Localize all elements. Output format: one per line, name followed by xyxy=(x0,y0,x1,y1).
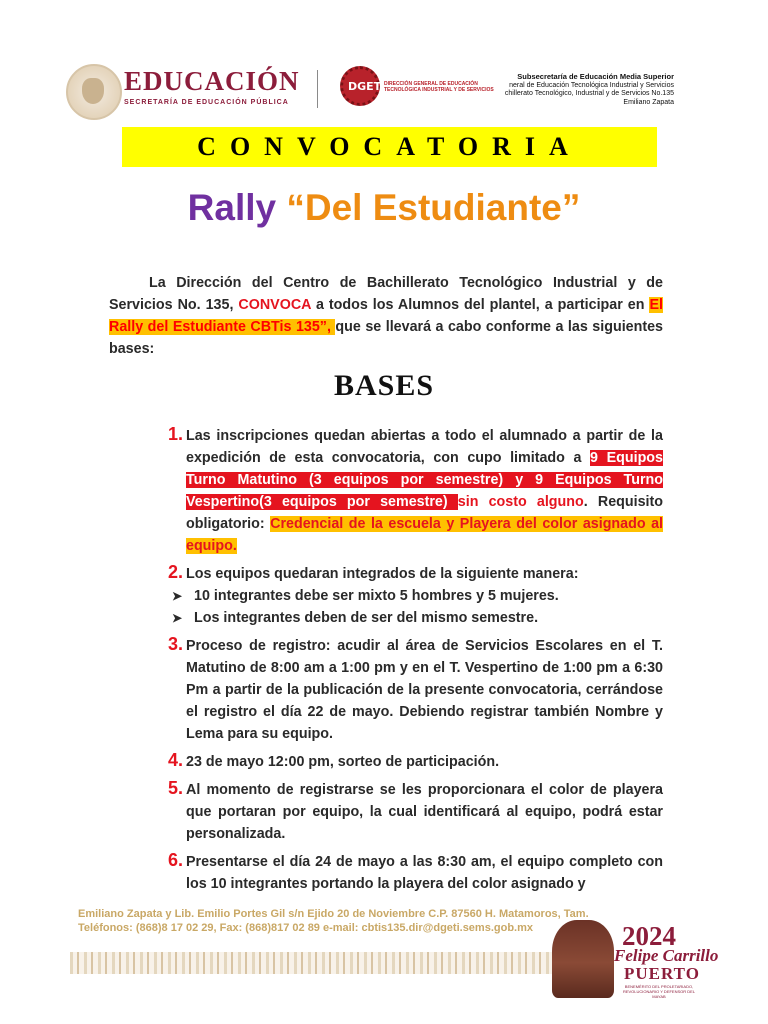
footer-ornament xyxy=(70,952,560,974)
dgeti-logo-text: DGETI xyxy=(348,80,386,93)
arrow-bullet-icon: ➤ xyxy=(172,611,183,625)
commemorative-caption: BENEMÉRITO DEL PROLETARIADO, REVOLUCIONARIO Y DEFENSOR DEL MAYAB xyxy=(622,984,696,999)
item-number: 1. xyxy=(168,424,184,444)
institution-line: Subsecretaría de Educación Media Superior xyxy=(517,72,674,81)
header-divider xyxy=(317,70,318,108)
arrow-bullet-icon: ➤ xyxy=(172,589,183,603)
intro-highlight: El Rally del Estudiante CBTis 135”, xyxy=(109,297,663,335)
item-text: Proceso de registro: acudir al área de Servicios Escolares en el T. Matutino de 8:00 am a 1:00 pm y en el T. Vespertino de 1:00 pm a 6:30 Pm a partir de la publicación de la presente convocatoria, cerrándose el registro el día 22 de mayo. Debiendo registrar también Nombre y Lema para su equipo. xyxy=(186,638,663,742)
list-item xyxy=(168,751,663,773)
item-text: 23 de mayo 12:00 pm, sorteo de participación. xyxy=(186,754,500,770)
intro-text: que se llevará a cabo conforme a las siguientes bases: xyxy=(109,319,664,357)
institution-block xyxy=(505,73,674,107)
intro-text: La Dirección del Centro de Bachillerato Tecnológico Industrial y de Servicios No. 135, xyxy=(109,275,663,313)
item-number: 4. xyxy=(168,750,184,770)
sub-list-item xyxy=(164,607,663,629)
footer-address xyxy=(78,907,589,935)
institution-line: Emiliano Zapata xyxy=(623,98,674,106)
sub-item-text: 10 integrantes debe ser mixto 5 hombres y 5 mujeres. xyxy=(194,588,559,604)
sep-logo-title: EDUCACIÓN xyxy=(124,66,300,96)
sub-item-text: Los integrantes deben de ser del mismo semestre. xyxy=(194,610,539,626)
item-text: Las inscripciones quedan abiertas a todo el alumnado a partir de la expedición de esta convocatoria, con cupo limitado a xyxy=(186,428,663,466)
sub-list-item xyxy=(164,585,663,607)
sep-logo-subtitle: SECRETARÍA DE EDUCACIÓN PÚBLICA xyxy=(124,99,289,106)
list-item xyxy=(168,851,663,895)
portrait-image xyxy=(552,920,614,998)
event-title-part2: “Del Estudiante” xyxy=(286,187,581,228)
national-seal-icon xyxy=(66,64,122,120)
letterhead xyxy=(0,0,768,120)
intro-text: a todos los Alumnos del plantel, a participar en xyxy=(310,297,650,313)
year-mark: 2024 xyxy=(622,921,676,951)
list-item xyxy=(168,635,663,745)
list-item xyxy=(168,563,663,629)
item-number: 5. xyxy=(168,778,184,798)
dgeti-logo-caption: DIRECCIÓN GENERAL DE EDUCACIÓN TECNOLÓGICA INDUSTRIAL Y DE SERVICIOS xyxy=(384,81,494,93)
footer-line: Teléfonos: (868)8 17 02 29, Fax: (868)817 02 89 e-mail: cbtis135.dir@dgeti.sems.gob.mx xyxy=(78,922,533,934)
dgeti-gear-icon xyxy=(340,66,386,106)
list-item xyxy=(168,779,663,845)
page-title: CONVOCATORIA xyxy=(197,132,582,161)
event-title-part1: Rally xyxy=(187,187,277,228)
commemorative-name: Felipe Carrillo xyxy=(614,946,719,965)
event-title xyxy=(0,187,768,229)
item-text: Presentarse el día 24 de mayo a las 8:30 am, el equipo completo con los 10 integrantes portando la playera del color asignado y xyxy=(186,854,663,892)
footer-line: Emiliano Zapata y Lib. Emilio Portes Gil s/n Ejido 20 de Noviembre C.P. 87560 H. Matamoros, Tam. xyxy=(78,908,589,920)
item-highlight: 9 Equipos Turno Matutino (3 equipos por semestre) y 9 Equipos Turno Vespertino(3 equipos por semestre) xyxy=(186,450,663,510)
item-red-text: sin costo alguno xyxy=(457,494,584,510)
section-heading: BASES xyxy=(333,369,435,402)
item-number: 3. xyxy=(168,634,184,654)
intro-paragraph xyxy=(109,272,663,360)
list-item xyxy=(168,425,663,557)
item-highlight: Credencial de la escuela y Playera del color asignado al equipo. xyxy=(186,516,664,554)
bases-list xyxy=(168,425,663,901)
institution-line: neral de Educación Tecnológica Industrial y Servicios xyxy=(509,81,674,89)
item-text: . Requisito obligatorio: xyxy=(186,494,664,532)
item-number: 6. xyxy=(168,850,184,870)
eagle-icon xyxy=(82,78,104,104)
intro-convoca: CONVOCA xyxy=(238,297,311,313)
item-text: Al momento de registrarse se les proporcionara el color de playera que portaran por equipo, la cual identificará al equipo, podrá estar personalizada. xyxy=(186,782,663,842)
item-text: Los equipos quedaran integrados de la siguiente manera: xyxy=(186,566,579,582)
item-number: 2. xyxy=(168,562,184,582)
commemorative-surname: PUERTO xyxy=(624,964,700,983)
institution-line: chillerato Tecnológico, Industrial y de Servicios No.135 xyxy=(504,90,674,98)
